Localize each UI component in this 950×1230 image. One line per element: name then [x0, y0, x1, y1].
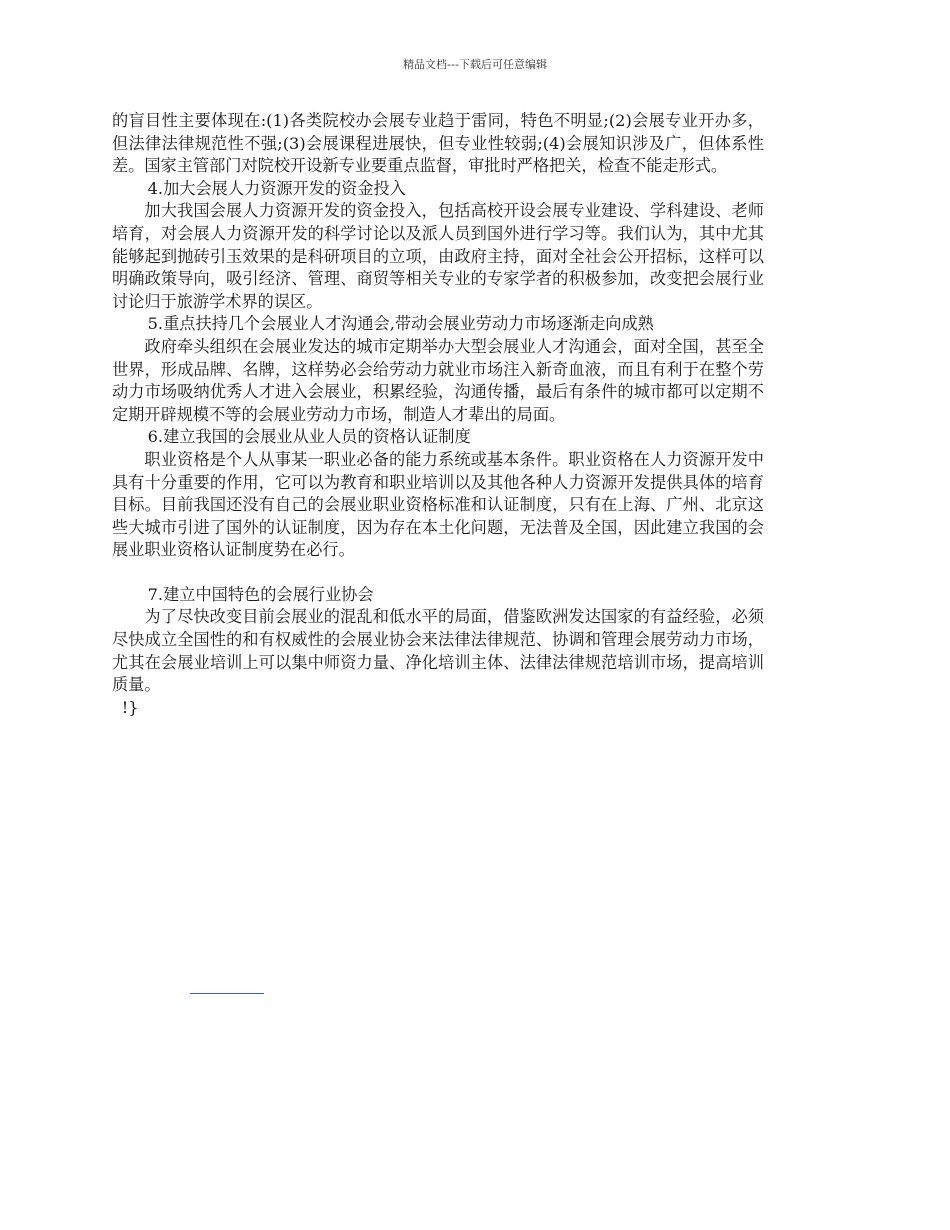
document-body	[112, 110, 764, 719]
paragraph-7: 为了尽快改变目前会展业的混乱和低水平的局面，借鉴欧洲发达国家的有益经验，必须尽快成立全国性的和有权威性的会展业协会来法律法律规范、协调和管理会展劳动力市场，尤其在会展业培训上可以集中师资力量、净化培训主体、法律法律规范培训市场，提高培训质量。	[112, 607, 764, 695]
paragraph-4: 加大我国会展人力资源开发的资金投入，包括高校开设会展专业建设、学科建设、老师培育，对会展人力资源开发的科学讨论以及派人员到国外进行学习等。我们认为，其中尤其能够起到抛砖引玉效果的是科研项目的立项，由政府主持，面对全社会公开招标，这样可以明确政策导向，吸引经济、管理、商贸等相关专业的专家学者的积极参加，改变把会展行业讨论归于旅游学术界的误区。	[112, 201, 764, 311]
paragraph-5: 政府牵头组织在会展业发达的城市定期举办大型会展业人才沟通会，面对全国，甚至全世界，形成品牌、名牌，这样势必会给劳动力就业市场注入新奇血液，而且有利于在整个劳动力市场吸纳优秀人才进入会展业，积累经验，沟通传播，最后有条件的城市都可以定期不定期开辟规模不等的会展业劳动力市场，制造人才辈出的局面。	[112, 336, 764, 424]
paragraph-6: 职业资格是个人从事某一职业必备的能力系统或基本条件。职业资格在人力资源开发中具有十分重要的作用，它可以为教育和职业培训以及其他各种人力资源开发提供具体的培育目标。目前我国还没有自己的会展业职业资格标准和认证制度，只有在上海、广州、北京这些大城市引进了国外的认证制度，因为存在本土化问题，无法普及全国，因此建立我国的会展业职业资格认证制度势在必行。	[112, 449, 764, 560]
section-heading-6: 6.建立我国的会展业从业人员的资格认证制度	[147, 427, 471, 447]
footnote-rule	[190, 993, 264, 994]
page-header: 精品文档---下载后可任意编辑	[403, 58, 547, 71]
section-heading-7: 7.建立中国特色的会展行业协会	[147, 584, 374, 604]
section-heading-4: 4.加大会展人力资源开发的资金投入	[147, 178, 406, 198]
blank-line	[112, 562, 764, 584]
section-heading-5: 5.重点扶持几个会展业人才沟通会,带动会展业劳动力市场逐渐走向成熟	[147, 314, 654, 334]
trailing-mark: !}	[121, 697, 139, 717]
paragraph-intro: 的盲目性主要体现在:(1)各类院校办会展专业趋于雷同，特色不明显;(2)会展专业开办多，但法律法律规范性不强;(3)会展课程进展快，但专业性较弱;(4)会展知识涉及广，但体系性差。国家主管部门对院校开设新专业要重点监督，审批时严格把关，检查不能走形式。	[112, 111, 764, 176]
